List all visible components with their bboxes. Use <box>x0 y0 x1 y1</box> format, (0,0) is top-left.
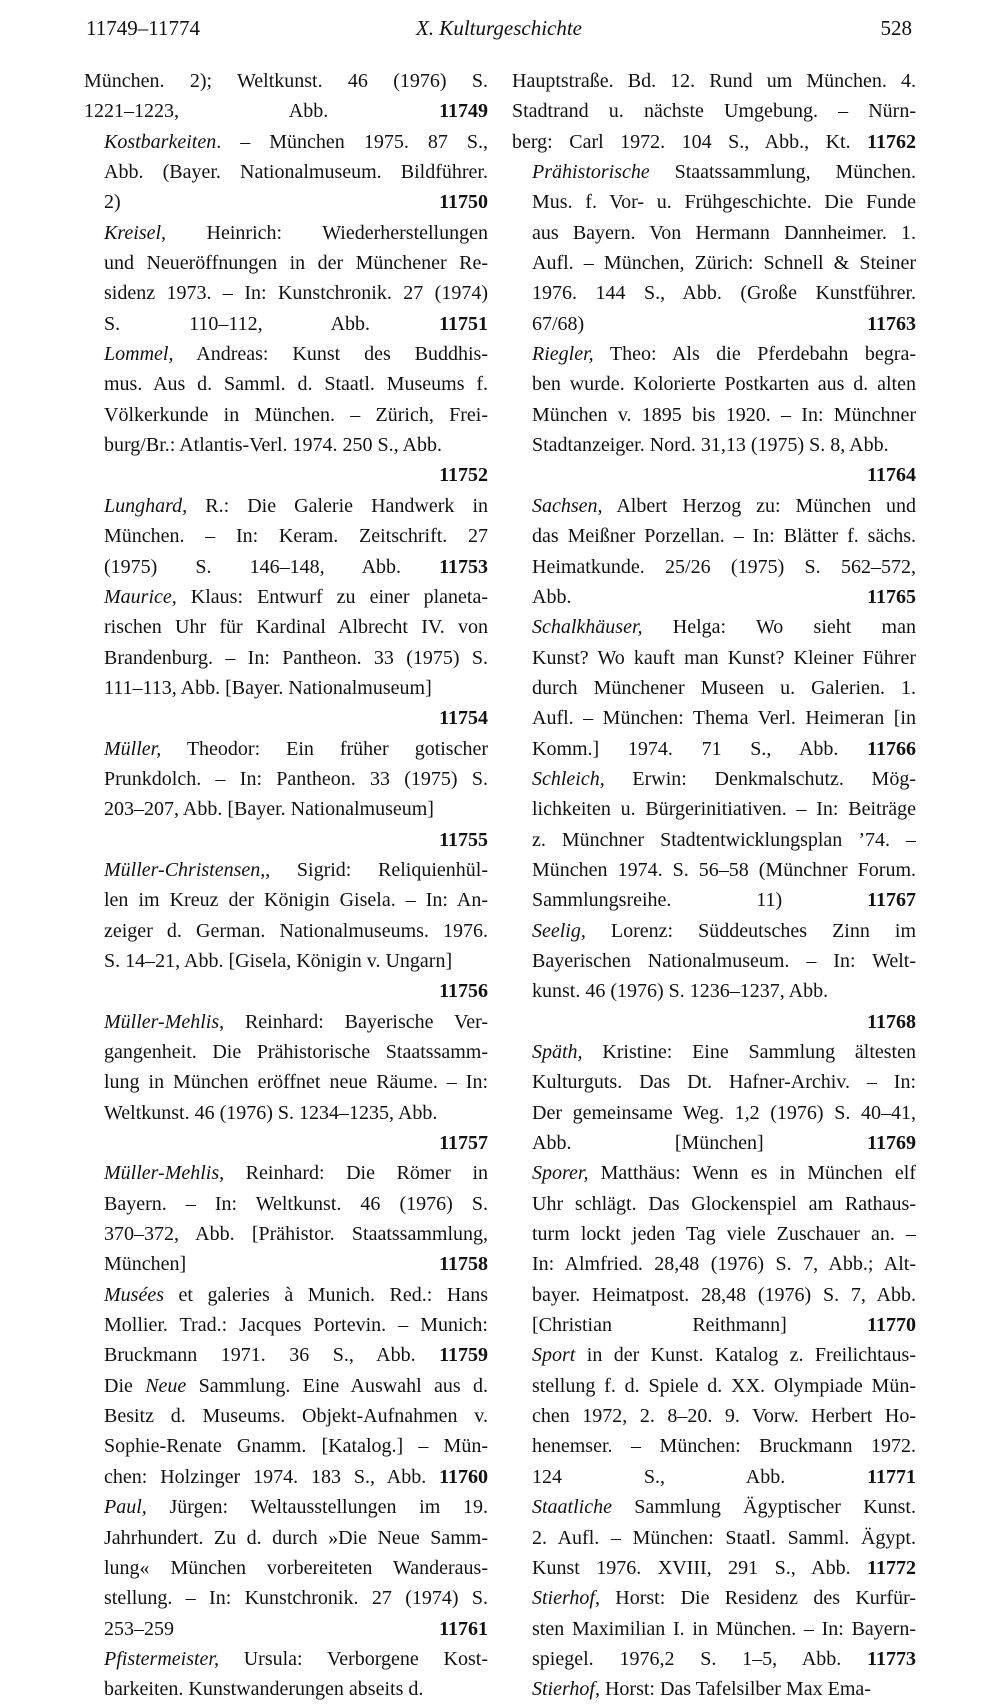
bibliography-entry <box>512 764 916 916</box>
entry-text: 203–207, Abb. [Bayer. Nationalmuseum] <box>104 798 434 821</box>
bibliography-entry <box>512 66 916 157</box>
entry-author: Neue <box>145 1374 187 1397</box>
entry-line <box>512 855 916 885</box>
entry-text: Reinhard: Die Römer in <box>224 1162 488 1185</box>
entry-line <box>512 278 916 308</box>
entry-text: Kunst 1976. XVIII, 291 S., Abb. <box>532 1556 851 1579</box>
bibliography-entry <box>512 1340 916 1492</box>
entry-text: berg: Carl 1972. 104 S., Abb., Kt. <box>512 130 851 153</box>
entry-author: Maurice, <box>104 585 177 608</box>
entry-line <box>512 734 916 764</box>
entry-line <box>512 1614 916 1644</box>
entry-text: Der gemeinsame Weg. 1,2 (1976) S. 40–41, <box>532 1101 916 1124</box>
entry-number: 11754 <box>439 707 488 730</box>
bibliography-entry <box>512 157 916 339</box>
entry-author: Müller, <box>104 737 162 760</box>
entry-prefix: Die <box>104 1374 146 1397</box>
entry-line <box>84 552 488 582</box>
entry-line <box>84 1158 488 1188</box>
entry-line <box>84 794 488 824</box>
entry-text: Abb. [München] <box>532 1132 764 1155</box>
entry-text: R.: Die Galerie Handwerk in <box>187 494 488 517</box>
entry-text: Bayern. – In: Weltkunst. 46 (1976) S. <box>104 1192 488 1215</box>
entry-text: und Neueröffnungen in der Münchener Re- <box>104 252 488 275</box>
entry-author: Stierhof, <box>532 1587 600 1610</box>
entry-text: Klaus: Entwurf zu einer planeta- <box>176 585 488 608</box>
entry-line <box>512 400 916 430</box>
entry-line <box>512 612 916 642</box>
bibliography-entry <box>84 1644 488 1705</box>
entry-text: lichkeiten u. Bürgerinitiativen. – In: Beiträge <box>532 798 916 821</box>
bibliography-entry <box>84 1158 488 1279</box>
entry-range: 11749–11774 <box>86 16 200 40</box>
entry-line <box>512 1189 916 1219</box>
entry-line <box>512 127 916 157</box>
entry-text: Helga: Wo sieht man <box>642 616 916 639</box>
entry-text: Sammlung. Eine Auswahl aus d. <box>186 1374 488 1397</box>
entry-text: turm lockt jeden Tag viele Zuschauer an. – <box>532 1223 916 1246</box>
entry-number: 11765 <box>867 585 916 608</box>
bibliography-entry <box>84 734 488 855</box>
entry-text: Abb. (Bayer. Nationalmuseum. Bildführer. <box>104 161 488 184</box>
entry-line <box>84 1674 488 1704</box>
entry-text: Aufl. – München, Zürich: Schnell & Steiner <box>532 252 916 275</box>
entry-text: gangenheit. Die Prähistorische Staatssamm- <box>104 1041 488 1063</box>
entry-text: Jahrhundert. Zu d. durch »Die Neue Samm- <box>104 1526 488 1549</box>
bibliography-entry <box>84 855 488 1007</box>
entry-text: . – München 1975. 87 S., <box>216 130 488 153</box>
entry-text: München 1974. S. 56–58 (Münchner Forum. <box>532 858 916 881</box>
entry-author: Pfistermeister, <box>104 1647 219 1670</box>
entry-line <box>84 1249 488 1279</box>
entry-text: Theodor: Ein früher gotischer <box>161 737 488 760</box>
entry-text: Hauptstraße. Bd. 12. Rund um München. 4. <box>512 70 916 92</box>
bibliography-entry <box>512 491 916 612</box>
entry-text: Aufl. – München: Thema Verl. Heimeran [in <box>532 707 916 730</box>
entry-author: Sporer, <box>532 1162 589 1185</box>
entry-text: Horst: Die Residenz des Kurfür- <box>599 1587 916 1610</box>
bibliography-entry <box>512 1583 916 1674</box>
entry-line <box>84 643 488 673</box>
entry-text: len im Kreuz der Königin Gisela. – In: An- <box>104 889 488 912</box>
entry-line <box>512 1280 916 1310</box>
entry-line <box>512 430 916 460</box>
entry-line <box>84 1644 488 1674</box>
entry-line <box>84 1189 488 1219</box>
entry-text: das Meißner Porzellan. – In: Blätter f. sächs. <box>532 525 916 548</box>
entry-author: Seelig, <box>532 919 586 942</box>
bibliography-entry <box>512 1037 916 1158</box>
entry-line <box>512 643 916 673</box>
entry-line <box>512 1492 916 1522</box>
entry-line <box>512 1249 916 1279</box>
entry-line <box>512 673 916 703</box>
entry-author: Kreisel, <box>104 221 167 244</box>
entry-text: chen 1972, 2. 8–20. 9. Vorw. Herbert Ho- <box>532 1405 916 1428</box>
entry-text: stellung f. d. Spiele d. XX. Olympiade Mün- <box>532 1374 916 1397</box>
entry-number: 11750 <box>439 191 488 214</box>
entry-line <box>84 1007 488 1037</box>
entry-line <box>512 1067 916 1097</box>
bibliography-entry <box>84 66 488 127</box>
entry-text: sidenz 1973. – In: Kunstchronik. 27 (1974) <box>104 282 488 305</box>
entry-number: 11767 <box>867 889 916 912</box>
entry-line <box>84 1310 488 1340</box>
entry-text: 111–113, Abb. [Bayer. Nationalmuseum] <box>104 676 432 699</box>
entry-line <box>84 916 488 946</box>
entry-author: Prähistorische <box>532 161 650 184</box>
entry-line <box>84 369 488 399</box>
entry-number: 11751 <box>439 312 489 335</box>
entry-line <box>512 96 916 126</box>
bibliography-entry <box>84 1280 488 1371</box>
entry-line <box>84 1098 488 1128</box>
entry-line <box>512 946 916 976</box>
entry-text: Lorenz: Süddeutsches Zinn im <box>585 919 916 942</box>
entry-text: Bruckmann 1971. 36 S., Abb. <box>104 1344 416 1367</box>
bibliography-entry <box>84 1371 488 1492</box>
entry-line <box>512 703 916 733</box>
entry-text: Sammlungsreihe. 11) <box>532 889 783 912</box>
entry-author: Müller-Mehlis <box>104 1010 220 1033</box>
entry-line <box>84 673 488 703</box>
entry-line <box>84 764 488 794</box>
section-title: X. Kulturgeschichte <box>415 16 583 40</box>
entry-author: Musées <box>104 1283 164 1306</box>
entry-text: z. Münchner Stadtentwicklungsplan ’74. – <box>532 828 916 851</box>
entry-number: 11761 <box>439 1617 488 1640</box>
entry-line <box>512 66 916 96</box>
entry-text: Komm.] 1974. 71 S., Abb. <box>532 737 839 760</box>
bibliography-entry <box>512 612 916 764</box>
entry-line <box>84 400 488 430</box>
entry-line <box>512 1158 916 1188</box>
entry-number: 11766 <box>867 737 916 760</box>
bibliography-entry <box>84 582 488 734</box>
entry-text: zeiger d. German. Nationalmuseums. 1976. <box>104 919 488 942</box>
entry-text: lung in München eröffnet neue Räume. – In: <box>104 1071 488 1094</box>
entry-text: Sophie-Renate Gnamm. [Katalog.] – Mün- <box>104 1435 488 1458</box>
entry-text: Stadtanzeiger. Nord. 31,13 (1975) S. 8, Abb. <box>532 434 889 457</box>
entry-text: Albert Herzog zu: München und <box>602 494 916 517</box>
entry-number: 11759 <box>439 1344 488 1367</box>
entry-line <box>512 218 916 248</box>
entry-author: Staatliche <box>532 1496 612 1519</box>
entry-line <box>84 157 488 187</box>
entry-text: henemser. – München: Bruckmann 1972. <box>532 1435 916 1458</box>
entry-text: Bayerischen Nationalmuseum. – In: Welt- <box>532 949 916 972</box>
entry-text: Stadtrand u. nächste Umgebung. – Nürn- <box>512 100 916 123</box>
bibliography-entry <box>512 1674 916 1704</box>
bibliography-entry <box>84 491 488 582</box>
entry-number: 11773 <box>867 1647 916 1670</box>
entry-line <box>512 187 916 217</box>
entry-line <box>84 1067 488 1097</box>
entry-line <box>84 1219 488 1249</box>
entry-line <box>84 127 488 157</box>
entry-text: Uhr schlägt. Das Glockenspiel am Rathaus- <box>532 1192 916 1215</box>
entry-text: Mus. f. Vor- u. Frühgeschichte. Die Funde <box>532 191 916 214</box>
entry-line <box>84 1401 488 1431</box>
entry-author: Stierhof, <box>532 1678 600 1701</box>
entry-text: 1976. 144 S., Abb. (Große Kunstführer. <box>532 282 916 305</box>
entry-text: Horst: Das Tafelsilber Max Ema- <box>599 1678 871 1701</box>
entry-text: spiegel. 1976,2 S. 1–5, Abb. <box>532 1647 842 1670</box>
entry-line <box>512 248 916 278</box>
entry-text: 370–372, Abb. [Prähistor. Staatssammlung, <box>104 1223 488 1246</box>
entry-number: 11749 <box>439 100 488 123</box>
entry-text: kunst. 46 (1976) S. 1236–1237, Abb. <box>532 980 829 1003</box>
entry-number: 11755 <box>439 828 488 851</box>
entry-line <box>512 369 916 399</box>
entry-author: Schalkhäuser, <box>532 616 643 639</box>
entry-text: Andreas: Kunst des Buddhis- <box>173 343 488 366</box>
entry-text: Abb. <box>532 585 572 608</box>
entry-number: 11764 <box>867 464 916 487</box>
entry-line <box>84 1431 488 1461</box>
entry-text: (1975) S. 146–148, Abb. <box>104 555 402 578</box>
entry-line <box>512 552 916 582</box>
entry-text: München v. 1895 bis 1920. – In: Münchner <box>532 403 916 426</box>
entry-line <box>84 278 488 308</box>
entry-text: [Christian Reithmann] <box>532 1314 787 1337</box>
entry-text: 67/68) <box>532 312 585 335</box>
entry-line <box>84 521 488 551</box>
entry-text: Besitz d. Museums. Objekt-Aufnahmen v. <box>104 1405 488 1428</box>
entry-author: Lunghard, <box>104 494 188 517</box>
bibliography-entry <box>512 1492 916 1583</box>
entry-author: Schleich, <box>532 767 605 790</box>
entry-text: , Sigrid: Reliquienhül- <box>265 858 488 881</box>
entry-line <box>512 1310 916 1340</box>
bibliography-entry <box>512 339 916 491</box>
entry-line <box>84 96 488 126</box>
entry-line <box>84 1583 488 1613</box>
page-number: 528 <box>880 16 912 40</box>
entry-text: Kristine: Eine Sammlung ältesten <box>582 1041 916 1063</box>
entry-number: 11769 <box>867 1132 916 1155</box>
entry-text: Ursula: Verborgene Kost- <box>219 1647 488 1670</box>
entry-author: Sachsen, <box>532 494 603 517</box>
entry-text: Prunkdolch. – In: Pantheon. 33 (1975) S. <box>104 767 488 790</box>
entry-number: 11763 <box>867 312 916 335</box>
entry-text: München. 2); Weltkunst. 46 (1976) S. <box>84 70 488 92</box>
entry-text: Brandenburg. – In: Pantheon. 33 (1975) S. <box>104 646 488 669</box>
bibliography-entry <box>84 1007 488 1159</box>
entry-text: rischen Uhr für Kardinal Albrecht IV. von <box>104 616 488 639</box>
entry-number: 11757 <box>439 1132 488 1155</box>
entry-author: Lommel, <box>104 343 174 366</box>
entry-line <box>84 218 488 248</box>
entry-author: Paul, <box>104 1496 147 1519</box>
entry-line <box>84 1371 488 1401</box>
entry-text: lung« München vorbereiteten Wanderaus- <box>104 1556 488 1579</box>
entry-number: 11758 <box>439 1253 488 1276</box>
entry-text: sten Maximilian I. in München. – In: Bayern- <box>532 1617 916 1640</box>
entry-number: 11756 <box>439 980 488 1003</box>
entry-line <box>512 1219 916 1249</box>
entry-author: Späth, <box>532 1041 583 1063</box>
bibliography-entry <box>512 916 916 1037</box>
entry-number: 11752 <box>439 464 488 487</box>
entry-line <box>84 582 488 612</box>
entry-number: 11771 <box>867 1465 916 1488</box>
entry-text: durch Münchener Museen u. Galerien. 1. <box>532 676 916 699</box>
entry-text: in der Kunst. Katalog z. Freilichtaus- <box>575 1344 916 1367</box>
bibliography-entry <box>512 1158 916 1340</box>
entry-line <box>512 825 916 855</box>
entry-text: Heimatkunde. 25/26 (1975) S. 562–572, <box>532 555 916 578</box>
entry-line <box>84 309 488 339</box>
entry-line <box>84 248 488 278</box>
entry-line <box>84 885 488 915</box>
entry-number: 11760 <box>439 1465 488 1488</box>
entry-author: Riegler, <box>532 343 594 366</box>
entry-line <box>84 339 488 369</box>
entry-line <box>512 1644 916 1674</box>
entry-text: Völkerkunde in München. – Zürich, Frei- <box>104 403 488 426</box>
entry-line <box>84 1523 488 1553</box>
entry-author: Müller-Mehlis, <box>104 1162 225 1185</box>
bibliography-entry <box>84 127 488 218</box>
entry-line <box>512 582 916 612</box>
entry-line <box>84 1553 488 1583</box>
entry-line <box>512 764 916 794</box>
entry-line <box>512 794 916 824</box>
entry-number: 11753 <box>439 555 488 578</box>
entry-line <box>512 1371 916 1401</box>
entry-text: Weltkunst. 46 (1976) S. 1234–1235, Abb. <box>104 1101 438 1124</box>
bibliography-entry <box>84 339 488 491</box>
entry-line <box>512 1523 916 1553</box>
entry-line <box>512 339 916 369</box>
entry-text: barkeiten. Kunstwanderungen abseits d. <box>104 1678 424 1701</box>
entry-line <box>84 1340 488 1370</box>
entry-line <box>512 1401 916 1431</box>
entry-line <box>84 1614 488 1644</box>
entry-line <box>512 1340 916 1370</box>
entry-text: Staatssammlung, München. <box>649 161 916 184</box>
entry-line <box>84 187 488 217</box>
entry-line <box>512 1128 916 1158</box>
bibliography-entry <box>84 1492 488 1644</box>
entry-line <box>512 1674 916 1704</box>
entry-text: 124 S., Abb. <box>532 1465 786 1488</box>
bibliography-entry <box>84 218 488 339</box>
entry-line <box>512 1431 916 1461</box>
entry-line <box>84 1462 488 1492</box>
entry-text: Theo: Als die Pferdebahn begra- <box>593 343 916 366</box>
entry-line <box>84 946 488 976</box>
entry-text: et galeries à Munich. Red.: Hans <box>163 1283 488 1306</box>
entry-line <box>84 1037 488 1067</box>
entry-text: Jürgen: Weltausstellungen im 19. <box>146 1496 488 1519</box>
entry-text: burg/Br.: Atlantis-Verl. 1974. 250 S., Abb. <box>104 434 442 457</box>
running-head <box>86 16 912 46</box>
entry-text: mus. Aus d. Samml. d. Staatl. Museums f. <box>104 373 488 396</box>
entry-text: , Reinhard: Bayerische Ver- <box>219 1010 488 1033</box>
entry-line <box>84 430 488 460</box>
entry-text: chen: Holzinger 1974. 183 S., Abb. <box>104 1465 427 1488</box>
entry-line <box>84 855 488 885</box>
right-column <box>512 66 916 1705</box>
entry-line <box>512 1462 916 1492</box>
entry-line <box>512 1553 916 1583</box>
entry-line <box>512 157 916 187</box>
entry-text: S. 14–21, Abb. [Gisela, Königin v. Ungarn] <box>104 949 453 972</box>
entry-number: 11770 <box>867 1314 916 1337</box>
entry-line <box>512 885 916 915</box>
entry-text: Mollier. Trad.: Jacques Portevin. – Munich: <box>104 1314 488 1337</box>
entry-line <box>84 612 488 642</box>
entry-text: stellung. – In: Kunstchronik. 27 (1974) S. <box>104 1587 488 1610</box>
entry-author: Müller-Christensen, <box>104 858 266 881</box>
entry-author: Sport <box>532 1344 576 1367</box>
entry-text: 1221–1223, Abb. <box>84 100 329 123</box>
entry-text: aus Bayern. Von Hermann Dannheimer. 1. <box>532 221 916 244</box>
entry-text: Kunst? Wo kauft man Kunst? Kleiner Führer <box>532 646 916 669</box>
entry-line <box>512 1583 916 1613</box>
left-column <box>84 66 488 1705</box>
entry-text: Heinrich: Wiederherstellungen <box>166 221 488 244</box>
entry-text: Matthäus: Wenn es in München elf <box>588 1162 916 1185</box>
entry-line <box>84 491 488 521</box>
entry-line <box>84 66 488 96</box>
entry-text: Sammlung Ägyptischer Kunst. <box>611 1496 916 1519</box>
entry-text: ben wurde. Kolorierte Postkarten aus d. alten <box>532 373 916 396</box>
entry-text: bayer. Heimatpost. 28,48 (1976) S. 7, Abb. <box>532 1283 916 1306</box>
entry-text: Kulturguts. Das Dt. Hafner-Archiv. – In: <box>532 1071 916 1094</box>
entry-text: Erwin: Denkmalschutz. Mög- <box>604 767 916 790</box>
entry-line <box>512 491 916 521</box>
entry-text: In: Almfried. 28,48 (1976) S. 7, Abb.; Alt- <box>532 1253 916 1276</box>
entry-number: 11768 <box>867 1010 916 1033</box>
entry-line <box>512 521 916 551</box>
entry-text: S. 110–112, Abb. <box>104 312 371 335</box>
entry-line <box>84 1280 488 1310</box>
entry-line <box>512 976 916 1006</box>
entry-text: 2) <box>104 191 121 214</box>
entry-line <box>84 734 488 764</box>
entry-line <box>512 1098 916 1128</box>
entry-line <box>512 916 916 946</box>
entry-line <box>512 1037 916 1067</box>
entry-text: 253–259 <box>104 1617 174 1640</box>
entry-text: München. – In: Keram. Zeitschrift. 27 <box>104 525 488 548</box>
entry-number: 11762 <box>867 130 916 153</box>
entry-line <box>84 1492 488 1522</box>
entry-number: 11772 <box>867 1556 916 1579</box>
entry-line <box>512 309 916 339</box>
entry-text: 2. Aufl. – München: Staatl. Samml. Ägypt. <box>532 1526 916 1549</box>
entry-author: Kostbarkeiten <box>104 130 217 153</box>
entry-text: München] <box>104 1253 187 1276</box>
